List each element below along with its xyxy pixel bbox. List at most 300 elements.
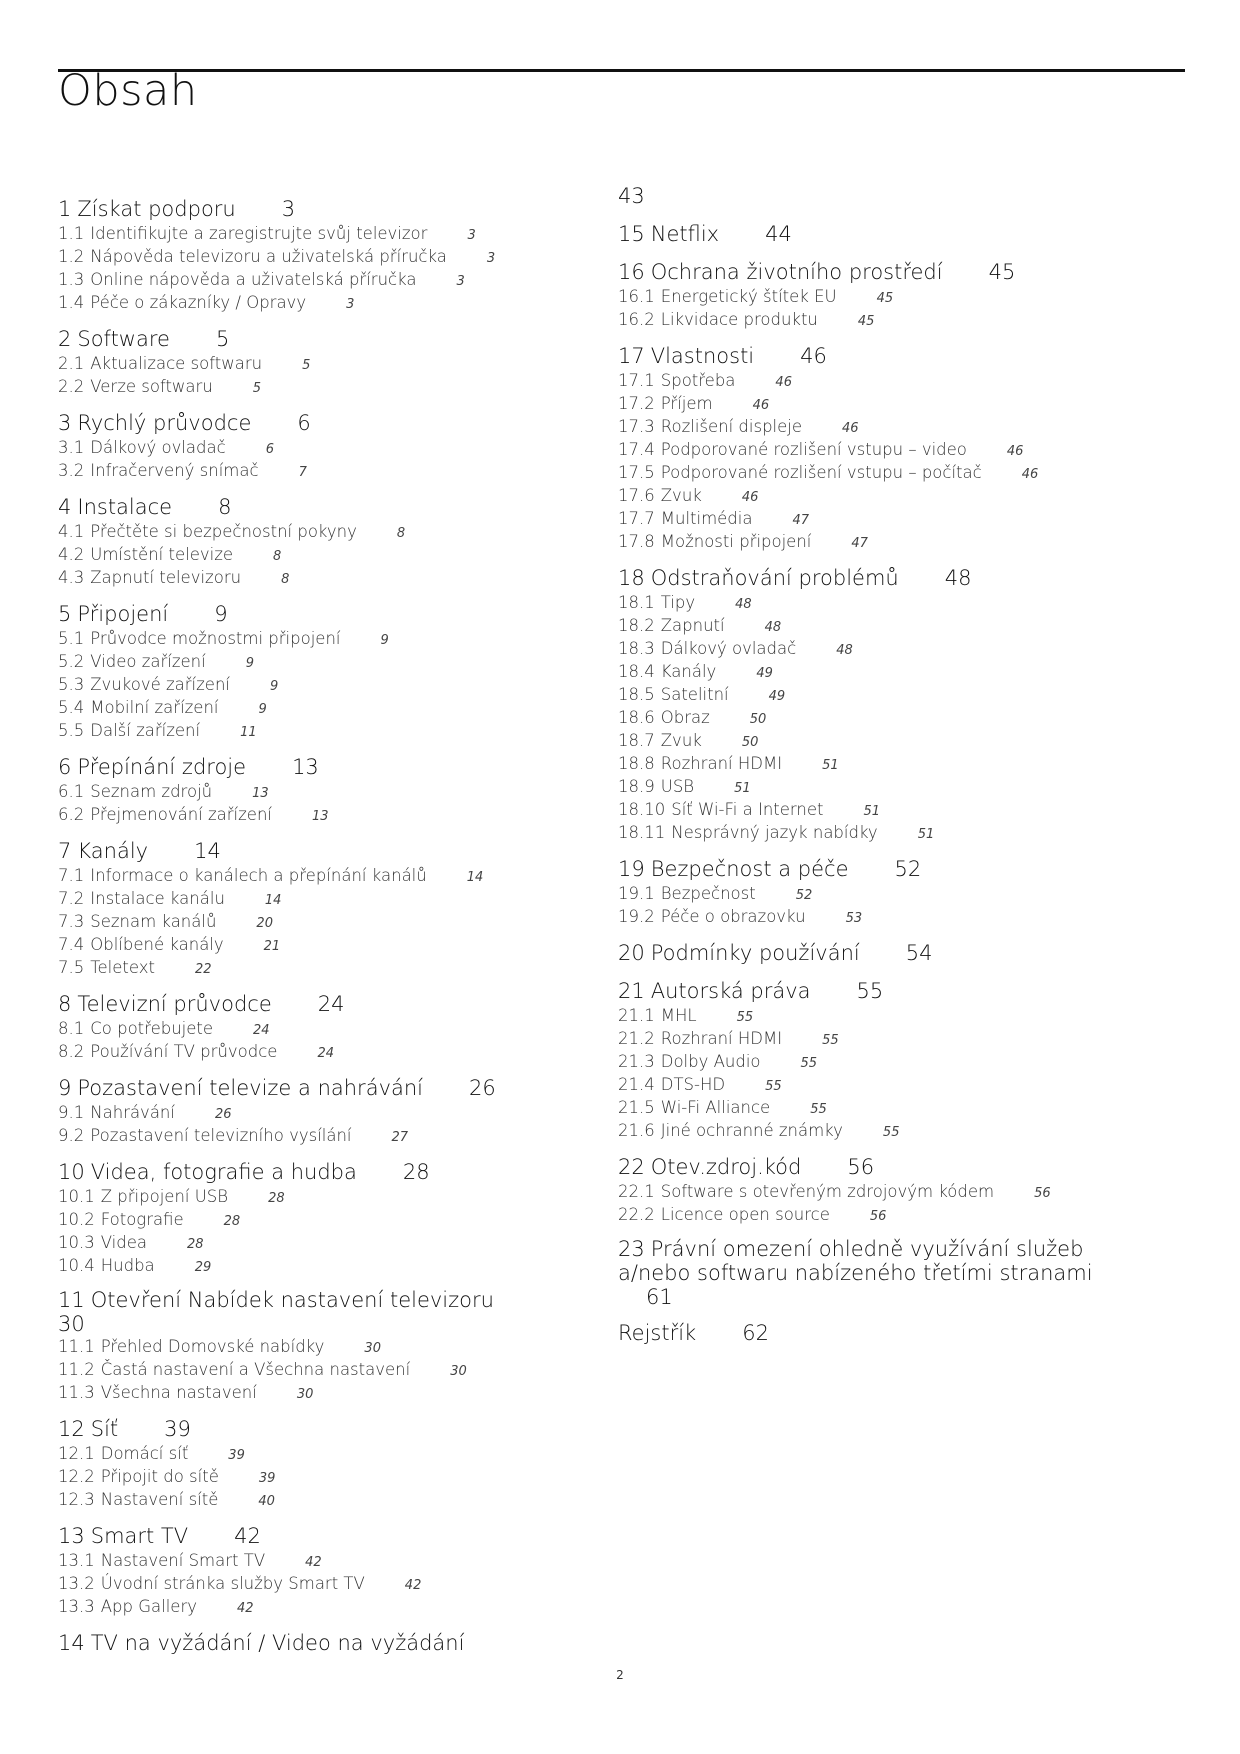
section-link[interactable]: [58, 521, 578, 544]
section-title: Další zařízení: [90, 721, 201, 740]
section-title: Spotřeba: [660, 371, 736, 390]
section-link[interactable]: [618, 485, 1138, 508]
chapter-page: 9: [214, 602, 228, 626]
chapter-page: 13: [292, 755, 319, 779]
toc-chapter: [58, 1158, 578, 1278]
section-link[interactable]: [618, 1028, 1138, 1051]
section-number: 19.2: [618, 907, 655, 926]
section-link[interactable]: [58, 781, 578, 804]
toc-left-column: [58, 195, 578, 1667]
section-link[interactable]: [58, 376, 578, 399]
section-link[interactable]: [618, 508, 1138, 531]
section-number: 3.1: [58, 438, 85, 457]
chapter-page: 55: [856, 979, 884, 1003]
chapter-title-link[interactable]: [58, 195, 578, 223]
section-number: 17.3: [618, 417, 655, 436]
chapter-title: Televizní průvodce: [77, 992, 272, 1016]
chapter-title: Ochrana životního prostředí: [650, 260, 943, 284]
section-link[interactable]: [618, 707, 1138, 730]
section-number: 18.10: [618, 800, 666, 819]
chapter-number: 17: [618, 344, 645, 368]
section-link[interactable]: [618, 1051, 1138, 1074]
chapter-title: Pozastavení televize a nahrávání: [77, 1076, 424, 1100]
section-title: Dálkový ovladač: [90, 438, 226, 457]
chapter-number: 1: [58, 197, 72, 221]
section-number: 11.1: [58, 1337, 95, 1356]
section-title: Fotografie: [100, 1210, 184, 1229]
section-page: 50: [741, 735, 759, 750]
toc-chapter: [618, 939, 1138, 967]
toc-chapter: [618, 220, 1138, 248]
section-number: 18.3: [618, 639, 655, 658]
section-number: 18.1: [618, 593, 655, 612]
chapter-number: 13: [58, 1524, 85, 1548]
chapter-title: Rychlý průvodce: [77, 411, 252, 435]
section-title: Připojit do sítě: [100, 1467, 219, 1486]
section-page: 51: [734, 781, 751, 796]
section-number: 11.2: [58, 1360, 95, 1379]
section-title: Identifikujte a zaregistrujte svůj televizor: [90, 224, 428, 243]
section-page: 3: [456, 274, 465, 289]
section-link[interactable]: [618, 730, 1138, 753]
chapter-title-link[interactable]: [618, 855, 1138, 883]
section-title: Informace o kanálech a přepínání kanálů: [90, 866, 427, 885]
section-number: 2.2: [58, 377, 85, 396]
section-number: 12.3: [58, 1490, 95, 1509]
chapter-title-link[interactable]: [58, 1158, 578, 1186]
chapter-page: 14: [194, 839, 221, 863]
section-link[interactable]: [58, 1209, 578, 1232]
section-number: 18.7: [618, 731, 655, 750]
section-title: Zapnutí: [660, 616, 725, 635]
section-link[interactable]: [618, 661, 1138, 684]
section-page: 46: [775, 375, 792, 390]
section-title: Obraz: [660, 708, 710, 727]
section-page: 55: [800, 1056, 818, 1071]
section-link[interactable]: [618, 776, 1138, 799]
toc-chapter: [618, 258, 1138, 332]
chapter-title-link[interactable]: [58, 409, 578, 437]
section-title: Všechna nastavení: [100, 1383, 257, 1402]
chapter-title-link[interactable]: [58, 493, 578, 521]
section-link[interactable]: [58, 1125, 578, 1148]
chapter-number: 21: [618, 979, 645, 1003]
chapter-title: Videa, fotografie a hudba: [90, 1160, 357, 1184]
section-page: 11: [240, 725, 257, 740]
section-page: 55: [822, 1033, 839, 1048]
section-page: 40: [258, 1494, 275, 1509]
toc-chapter: [58, 409, 578, 483]
section-number: 17.2: [618, 394, 655, 413]
chapter-title-link[interactable]: [618, 1237, 1138, 1309]
continued-page-number: 43: [618, 184, 645, 208]
chapter-title-link[interactable]: [58, 1415, 578, 1443]
section-title: Bezpečnost: [660, 884, 756, 903]
section-page: 24: [317, 1046, 335, 1061]
chapter-title-link[interactable]: [618, 220, 1138, 248]
section-page: 30: [364, 1341, 381, 1356]
section-number: 21.1: [618, 1006, 655, 1025]
section-number: 5.1: [58, 629, 85, 648]
section-title: Verze softwaru: [90, 377, 213, 396]
section-link[interactable]: [58, 1041, 578, 1064]
section-link[interactable]: [58, 437, 578, 460]
section-title: Nahrávání: [90, 1103, 175, 1122]
title-rule: [58, 69, 1185, 72]
section-page: 7: [298, 465, 307, 480]
section-page: 26: [214, 1107, 232, 1122]
section-page: 29: [194, 1260, 212, 1275]
section-title: Nápověda televizoru a uživatelská příručka: [90, 247, 447, 266]
section-number: 22.1: [618, 1182, 655, 1201]
section-link[interactable]: [618, 416, 1138, 439]
section-link[interactable]: [618, 1074, 1138, 1097]
chapter-page: 30: [58, 1312, 85, 1336]
section-title: Rozlišení displeje: [660, 417, 803, 436]
section-number: 1.1: [58, 224, 85, 243]
section-link[interactable]: [618, 883, 1138, 906]
chapter-number: 2: [58, 327, 72, 351]
section-link[interactable]: [58, 804, 578, 827]
chapter-title: Právní omezení ohledně využívání služeb a/nebo softwaru nabízeného třetími stranami: [618, 1237, 1093, 1285]
section-page: 51: [863, 804, 881, 819]
chapter-page: 39: [164, 1417, 191, 1441]
section-title: Online nápověda a uživatelská příručka: [90, 270, 417, 289]
section-page: 3: [346, 297, 355, 312]
section-link[interactable]: [618, 1181, 1138, 1204]
page-title: Obsah: [58, 66, 198, 116]
section-page: 22: [194, 962, 212, 977]
section-number: 12.1: [58, 1444, 95, 1463]
section-title: Podporované rozlišení vstupu – video: [660, 440, 967, 459]
section-page: 39: [258, 1471, 276, 1486]
section-number: 16.1: [618, 287, 655, 306]
section-title: Tipy: [660, 593, 696, 612]
section-link[interactable]: [58, 223, 578, 246]
section-link[interactable]: [58, 697, 578, 720]
chapter-title: Instalace: [77, 495, 173, 519]
chapter-title-link[interactable]: [618, 258, 1138, 286]
section-link[interactable]: [58, 1186, 578, 1209]
section-link[interactable]: [58, 720, 578, 743]
section-number: 1.3: [58, 270, 85, 289]
section-link[interactable]: [58, 1102, 578, 1125]
toc-chapter: [58, 753, 578, 827]
section-link[interactable]: [58, 1573, 578, 1596]
section-link[interactable]: [58, 1443, 578, 1466]
section-number: 16.2: [618, 310, 655, 329]
section-link[interactable]: [58, 651, 578, 674]
chapter-number: 23: [618, 1237, 645, 1261]
section-link[interactable]: [618, 1005, 1138, 1028]
section-link[interactable]: [58, 1359, 578, 1382]
section-title: Wi-Fi Alliance: [660, 1098, 771, 1117]
chapter-number: 6: [58, 755, 72, 779]
section-page: 47: [792, 513, 810, 528]
section-link[interactable]: [618, 286, 1138, 309]
section-number: 6.2: [58, 805, 85, 824]
section-title: Častá nastavení a Všechna nastavení: [100, 1360, 411, 1379]
section-title: Z připojení USB: [100, 1187, 229, 1206]
section-link[interactable]: [58, 628, 578, 651]
chapter-number: 20: [618, 941, 645, 965]
chapter-title-link[interactable]: [58, 600, 578, 628]
section-title: Nastavení sítě: [100, 1490, 219, 1509]
section-page: 42: [404, 1578, 422, 1593]
section-link[interactable]: [618, 822, 1138, 845]
toc-chapter: [58, 1074, 578, 1148]
section-page: 14: [466, 870, 484, 885]
section-link[interactable]: [58, 1336, 578, 1359]
section-link[interactable]: [618, 684, 1138, 707]
section-number: 17.8: [618, 532, 655, 551]
section-page: 48: [836, 643, 853, 658]
section-title: Videa: [100, 1233, 147, 1252]
section-link[interactable]: [58, 292, 578, 315]
section-title: Pozastavení televizního vysílání: [90, 1126, 352, 1145]
section-number: 7.5: [58, 958, 85, 977]
section-number: 17.4: [618, 440, 655, 459]
section-link[interactable]: [618, 1097, 1138, 1120]
section-title: Video zařízení: [90, 652, 206, 671]
chapter-title-link[interactable]: [618, 1319, 1138, 1347]
section-page: 42: [305, 1555, 322, 1570]
section-page: 52: [795, 888, 813, 903]
section-number: 7.3: [58, 912, 85, 931]
section-link[interactable]: [618, 906, 1138, 929]
chapter-title-link[interactable]: [58, 1629, 578, 1657]
section-link[interactable]: [58, 246, 578, 269]
section-number: 13.3: [58, 1597, 95, 1616]
section-page: 8: [281, 572, 290, 587]
section-link[interactable]: [618, 439, 1138, 462]
section-page: 9: [258, 702, 267, 717]
section-number: 9.2: [58, 1126, 85, 1145]
section-number: 10.4: [58, 1256, 95, 1275]
section-title: DTS-HD: [660, 1075, 726, 1094]
section-page: 9: [270, 679, 279, 694]
section-link[interactable]: [58, 460, 578, 483]
chapter-title: Rejstřík: [618, 1321, 697, 1345]
section-link[interactable]: [58, 1596, 578, 1619]
section-link[interactable]: [618, 370, 1138, 393]
section-link[interactable]: [618, 1204, 1138, 1227]
section-page: 49: [768, 689, 786, 704]
section-number: 8.1: [58, 1019, 85, 1038]
section-number: 18.8: [618, 754, 655, 773]
section-link[interactable]: [58, 544, 578, 567]
section-link[interactable]: [618, 393, 1138, 416]
chapter-title-link[interactable]: [58, 990, 578, 1018]
section-number: 17.5: [618, 463, 655, 482]
section-title: Mobilní zařízení: [90, 698, 219, 717]
section-title: Síť Wi-Fi a Internet: [671, 800, 824, 819]
section-link[interactable]: [618, 531, 1138, 554]
section-title: Instalace kanálu: [90, 889, 225, 908]
toc-chapter: [618, 855, 1138, 929]
chapter-title: Síť: [90, 1417, 119, 1441]
section-number: 18.11: [618, 823, 666, 842]
section-link[interactable]: [58, 911, 578, 934]
chapter-title-link[interactable]: [618, 939, 1138, 967]
section-title: Umístění televize: [90, 545, 234, 564]
section-number: 17.1: [618, 371, 655, 390]
chapter-number: 14: [58, 1631, 85, 1655]
section-page: 13: [252, 786, 269, 801]
section-number: 5.4: [58, 698, 85, 717]
toc-chapter: [58, 837, 578, 980]
section-page: 21: [263, 939, 281, 954]
section-page: 30: [296, 1387, 314, 1402]
section-title: Možnosti připojení: [660, 532, 812, 551]
section-title: Přejmenování zařízení: [90, 805, 272, 824]
section-page: 3: [467, 228, 476, 243]
section-page: 28: [187, 1237, 204, 1252]
section-number: 21.3: [618, 1052, 655, 1071]
section-link[interactable]: [58, 865, 578, 888]
chapter-page: 8: [218, 495, 232, 519]
chapter-title-link[interactable]: [58, 837, 578, 865]
toc-chapter: [58, 325, 578, 399]
chapter-title: Smart TV: [90, 1524, 189, 1548]
section-link[interactable]: [58, 1550, 578, 1573]
section-title: Co potřebujete: [90, 1019, 214, 1038]
chapter-title-link[interactable]: [58, 753, 578, 781]
chapter-page: 56: [847, 1155, 875, 1179]
section-link[interactable]: [618, 462, 1138, 485]
chapter-title: Přepínání zdroje: [77, 755, 247, 779]
chapter-title: Autorská práva: [650, 979, 811, 1003]
toc-chapter: [58, 600, 578, 743]
section-number: 17.7: [618, 509, 655, 528]
chapter-title-link[interactable]: [618, 342, 1138, 370]
section-title: Podporované rozlišení vstupu – počítač: [660, 463, 982, 482]
chapter-title: Kanály: [77, 839, 149, 863]
section-number: 19.1: [618, 884, 655, 903]
section-title: Zvukové zařízení: [90, 675, 230, 694]
section-page: 53: [845, 911, 863, 926]
section-link[interactable]: [58, 567, 578, 590]
toc-chapter: [618, 977, 1138, 1143]
section-number: 1.4: [58, 293, 85, 312]
toc-chapter: [58, 1288, 578, 1405]
section-title: App Gallery: [100, 1597, 197, 1616]
chapter-title-link[interactable]: [618, 564, 1138, 592]
chapter-title-link[interactable]: [58, 1522, 578, 1550]
section-number: 1.2: [58, 247, 85, 266]
section-number: 5.5: [58, 721, 85, 740]
section-title: Dolby Audio: [660, 1052, 761, 1071]
chapter-number: 18: [618, 566, 645, 590]
chapter-title: Připojení: [77, 602, 169, 626]
section-link[interactable]: [618, 638, 1138, 661]
section-number: 10.2: [58, 1210, 95, 1229]
section-title: Seznam kanálů: [90, 912, 217, 931]
toc-chapter: [58, 990, 578, 1064]
section-title: Péče o obrazovku: [660, 907, 806, 926]
section-link[interactable]: [618, 753, 1138, 776]
section-title: Aktualizace softwaru: [90, 354, 263, 373]
section-page: 5: [302, 358, 311, 373]
section-page: 51: [917, 827, 935, 842]
chapter-title: Odstraňování problémů: [650, 566, 899, 590]
section-link[interactable]: [58, 353, 578, 376]
chapter-page: 28: [402, 1160, 430, 1184]
chapter-number: 7: [58, 839, 72, 863]
section-link[interactable]: [58, 1382, 578, 1405]
section-title: MHL: [660, 1006, 697, 1025]
section-title: Licence open source: [660, 1205, 830, 1224]
chapter-title-link[interactable]: [58, 1288, 578, 1336]
chapter-title-link[interactable]: [58, 1074, 578, 1102]
toc-chapter: [58, 1629, 578, 1657]
section-link[interactable]: [58, 1466, 578, 1489]
section-number: 4.3: [58, 568, 85, 587]
chapter-number: 19: [618, 857, 645, 881]
section-number: 11.3: [58, 1383, 95, 1402]
toc-chapter: [58, 195, 578, 315]
chapter-title-link[interactable]: [618, 1153, 1138, 1181]
section-page: 5: [252, 381, 262, 396]
section-link[interactable]: [58, 888, 578, 911]
section-link[interactable]: [58, 674, 578, 697]
chapter-page: 44: [765, 222, 792, 246]
chapter-page: 46: [800, 344, 827, 368]
section-link[interactable]: [58, 1255, 578, 1278]
chapter-title-link[interactable]: [618, 977, 1138, 1005]
section-link[interactable]: [58, 269, 578, 292]
section-link[interactable]: [618, 799, 1138, 822]
section-page: 48: [764, 620, 782, 635]
section-page: 27: [391, 1130, 409, 1145]
section-link[interactable]: [58, 1232, 578, 1255]
chapter-title: Podmínky používání: [650, 941, 860, 965]
section-page: 8: [273, 549, 282, 564]
section-page: 46: [1021, 467, 1039, 482]
section-link[interactable]: [618, 1120, 1138, 1143]
section-number: 18.5: [618, 685, 655, 704]
section-number: 4.1: [58, 522, 85, 541]
section-title: Přečtěte si bezpečnostní pokyny: [90, 522, 357, 541]
section-page: 46: [741, 490, 759, 505]
section-link[interactable]: [58, 957, 578, 980]
section-link[interactable]: [618, 309, 1138, 332]
section-link[interactable]: [618, 592, 1138, 615]
chapter-title-link[interactable]: [58, 325, 578, 353]
section-link[interactable]: [58, 1018, 578, 1041]
chapter-page: 3: [281, 197, 296, 221]
section-link[interactable]: [58, 934, 578, 957]
section-number: 21.5: [618, 1098, 655, 1117]
section-page: 9: [245, 656, 254, 671]
section-page: 55: [810, 1102, 827, 1117]
section-link[interactable]: [58, 1489, 578, 1512]
section-page: 51: [822, 758, 839, 773]
section-number: 3.2: [58, 461, 85, 480]
toc-chapter: [618, 342, 1138, 554]
section-title: Zvuk: [660, 486, 702, 505]
section-page: 8: [396, 526, 406, 541]
section-page: 45: [876, 291, 894, 306]
section-link[interactable]: [618, 615, 1138, 638]
section-page: 9: [380, 633, 389, 648]
section-number: 18.2: [618, 616, 655, 635]
section-page: 55: [882, 1125, 900, 1140]
chapter-number: 3: [58, 411, 72, 435]
chapter-page: 48: [944, 566, 972, 590]
chapter-title: Netflix: [650, 222, 720, 246]
section-page: 56: [1034, 1186, 1051, 1201]
